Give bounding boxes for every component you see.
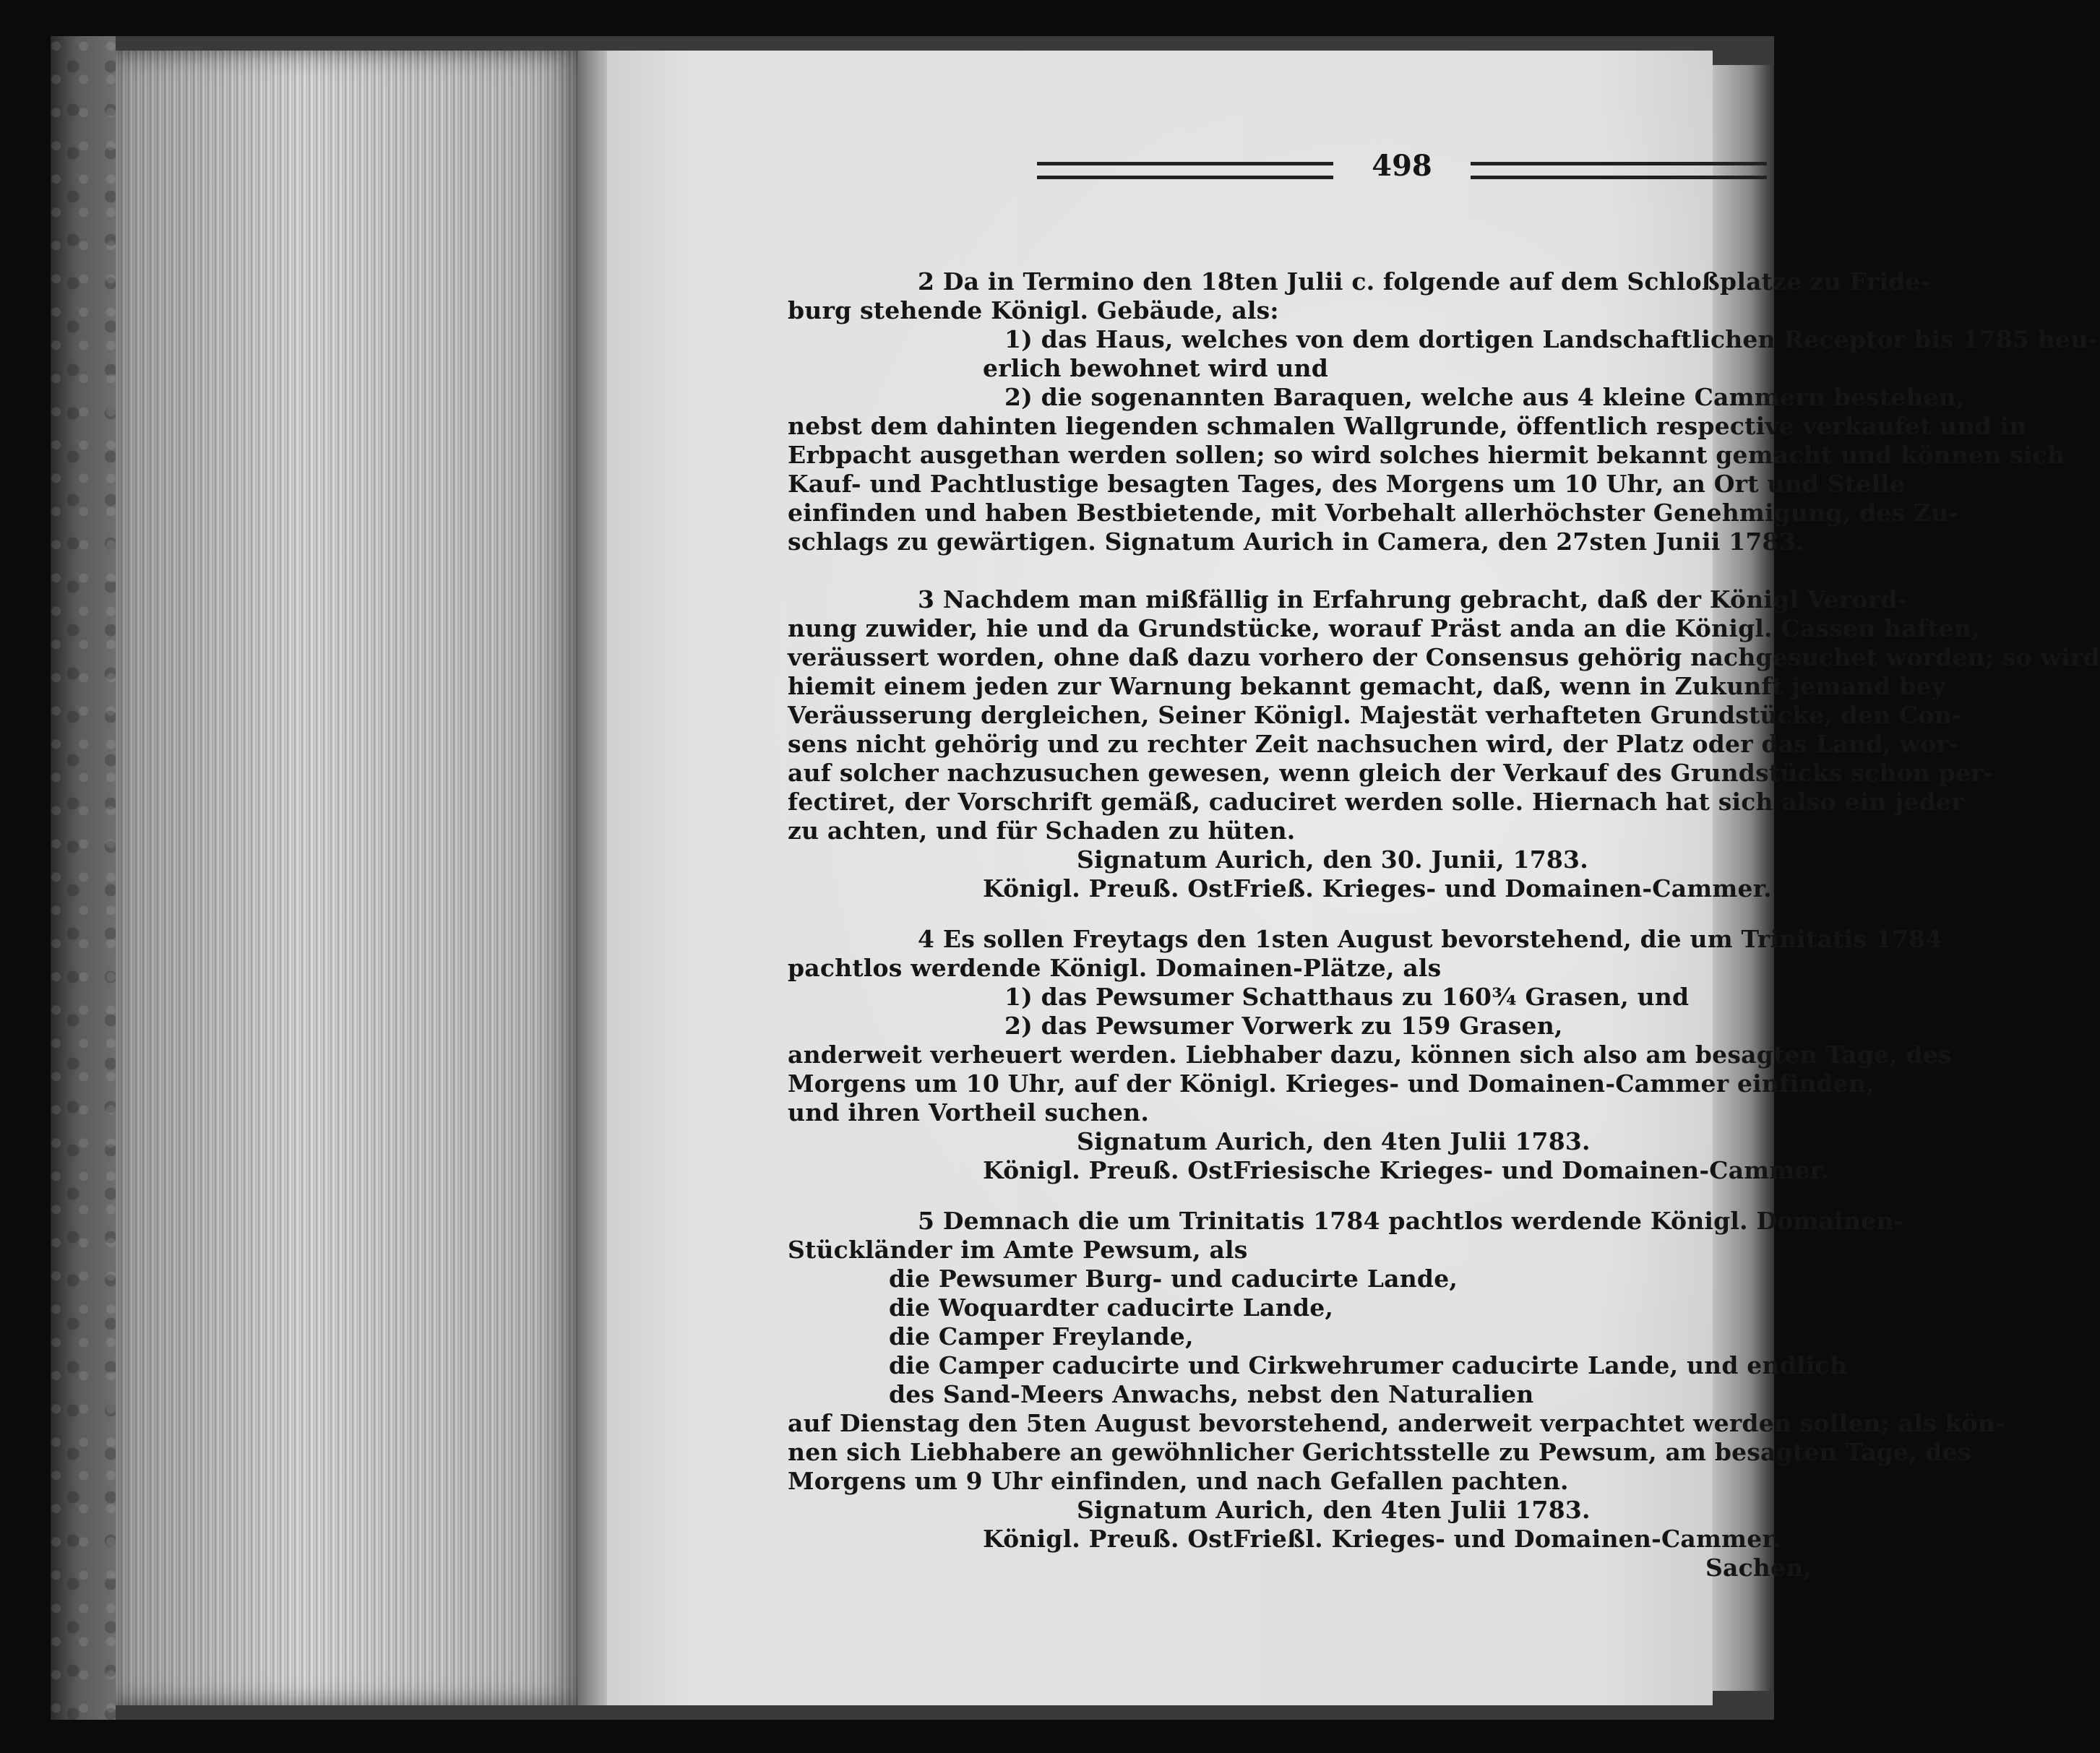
notice-4 [788,925,1952,1185]
document-page [607,51,2100,1705]
text-line: 1) das Pewsumer Schatthaus zu 160¾ Grasen, und [1004,983,1690,1011]
text-line: Morgens um 9 Uhr einfinden, und nach Gefallen pachten. [788,1467,1569,1495]
notice-5 [788,1207,2005,1582]
text-line: des Sand-Meers Anwachs, nebst den Naturalien [889,1380,1534,1408]
text-line: veräussert worden, ohne daß dazu vorhero der Consensus gehörig nachgesuchet worden; so wird [788,643,2100,671]
text-line: die Camper Freylande, [889,1322,1194,1351]
page-edges [116,51,578,1705]
page-header [1037,149,1767,188]
signature: Signatum Aurich, den 4ten Julii 1783. [1077,1127,1591,1155]
text-line: 5 Demnach die um Trinitatis 1784 pachtlos werdende Königl. Domainen- [918,1207,1904,1235]
text-line: erlich bewohnet wird und [983,354,1328,382]
header-rule-right [1471,162,1767,179]
gutter [578,51,607,1705]
notice-3 [788,585,2100,903]
page-number: 498 [1372,149,1432,183]
text-line: 4 Es sollen Freytags den 1sten August bevorstehend, die um Trinitatis 1784 [918,925,1942,953]
text-line: nung zuwider, hie und da Grundstücke, worauf Präst anda an die Königl. Cassen haften, [788,614,1980,642]
text-line: sens nicht gehörig und zu rechter Zeit nachsuchen wird, der Platz oder das Land, wor- [788,730,1959,758]
text-line: einfinden und haben Bestbietende, mit Vorbehalt allerhöchster Genehmigung, des Zu- [788,499,1959,527]
book-cover [51,36,116,1720]
text-line: die Pewsumer Burg- und caducirte Lande, [889,1265,1458,1293]
text-line: 2) das Pewsumer Vorwerk zu 159 Grasen, [1004,1012,1563,1040]
text-line: 2 Da in Termino den 18ten Julii c. folgende auf dem Schloßplatze zu Fride- [918,267,1931,296]
notice-2 [788,267,2099,556]
authority: Königl. Preuß. OstFrieß. Krieges- und Domainen-Cammer. [983,874,1772,903]
text-line: schlags zu gewärtigen. Signatum Aurich in Camera, den 27sten Junii 1783. [788,527,1804,556]
text-line: burg stehende Königl. Gebäude, als: [788,296,1279,324]
text-line: nebst dem dahinten liegenden schmalen Wallgrunde, öffentlich respective verkaufet und in [788,412,2027,440]
text-line: fectiret, der Vorschrift gemäß, caduciret werden solle. Hiernach hat sich also ein jeder [788,788,1964,816]
catchword: Sachen, [1705,1554,1812,1582]
text-line: anderweit verheuert werden. Liebhaber dazu, können sich also am besagten Tage, des [788,1041,1952,1069]
text-line: 2) die sogenannten Baraquen, welche aus 4 kleine Cammern bestehen, [1004,383,1965,411]
book [51,36,2100,1720]
authority: Königl. Preuß. OstFriesische Krieges- und Domainen-Cammer. [983,1156,1829,1184]
text-line: die Camper caducirte und Cirkwehrumer caducirte Lande, und endlich [889,1351,1847,1379]
text-line: auf Dienstag den 5ten August bevorstehend, anderweit verpachtet werden sollen; als kön- [788,1409,2005,1437]
text-line: zu achten, und für Schaden zu hüten. [788,817,1296,845]
text-line: 3 Nachdem man mißfällig in Erfahrung gebracht, daß der Königl Verord- [918,585,1908,613]
text-line: pachtlos werdende Königl. Domainen-Plätze, als [788,954,1442,982]
text-line: Veräusserung dergleichen, Seiner Königl. Majestät verhafteten Grundstücke, den Con- [788,701,1962,729]
page-text [788,267,2100,1582]
text-line: Erbpacht ausgethan werden sollen; so wird solches hiermit bekannt gemacht und können sich [788,441,2065,469]
text-line: Stückländer im Amte Pewsum, als [788,1236,1248,1264]
text-line: auf solcher nachzusuchen gewesen, wenn gleich der Verkauf des Grundstücks schon per- [788,759,1994,787]
text-line: nen sich Liebhabere an gewöhnlicher Gerichtsstelle zu Pewsum, am besagten Tage, des [788,1438,1971,1466]
text-line: 1) das Haus, welches von dem dortigen Landschaftlichen Receptor bis 1785 heu- [1004,325,2099,353]
text-line: hiemit einem jeden zur Warnung bekannt gemacht, daß, wenn in Zukunft jemand bey [788,672,1946,700]
authority: Königl. Preuß. OstFrießl. Krieges- und Domainen-Cammer. [983,1525,1781,1553]
text-line: die Woquardter caducirte Lande, [889,1293,1334,1322]
text-line: und ihren Vortheil suchen. [788,1098,1150,1127]
signature: Signatum Aurich, den 30. Junii, 1783. [1077,845,1588,874]
text-line: Kauf- und Pachtlustige besagten Tages, des Morgens um 10 Uhr, an Ort und Stelle [788,470,1906,498]
text-line: Morgens um 10 Uhr, auf der Königl. Krieges- und Domainen-Cammer einfinden, [788,1069,1875,1098]
signature: Signatum Aurich, den 4ten Julii 1783. [1077,1496,1591,1524]
